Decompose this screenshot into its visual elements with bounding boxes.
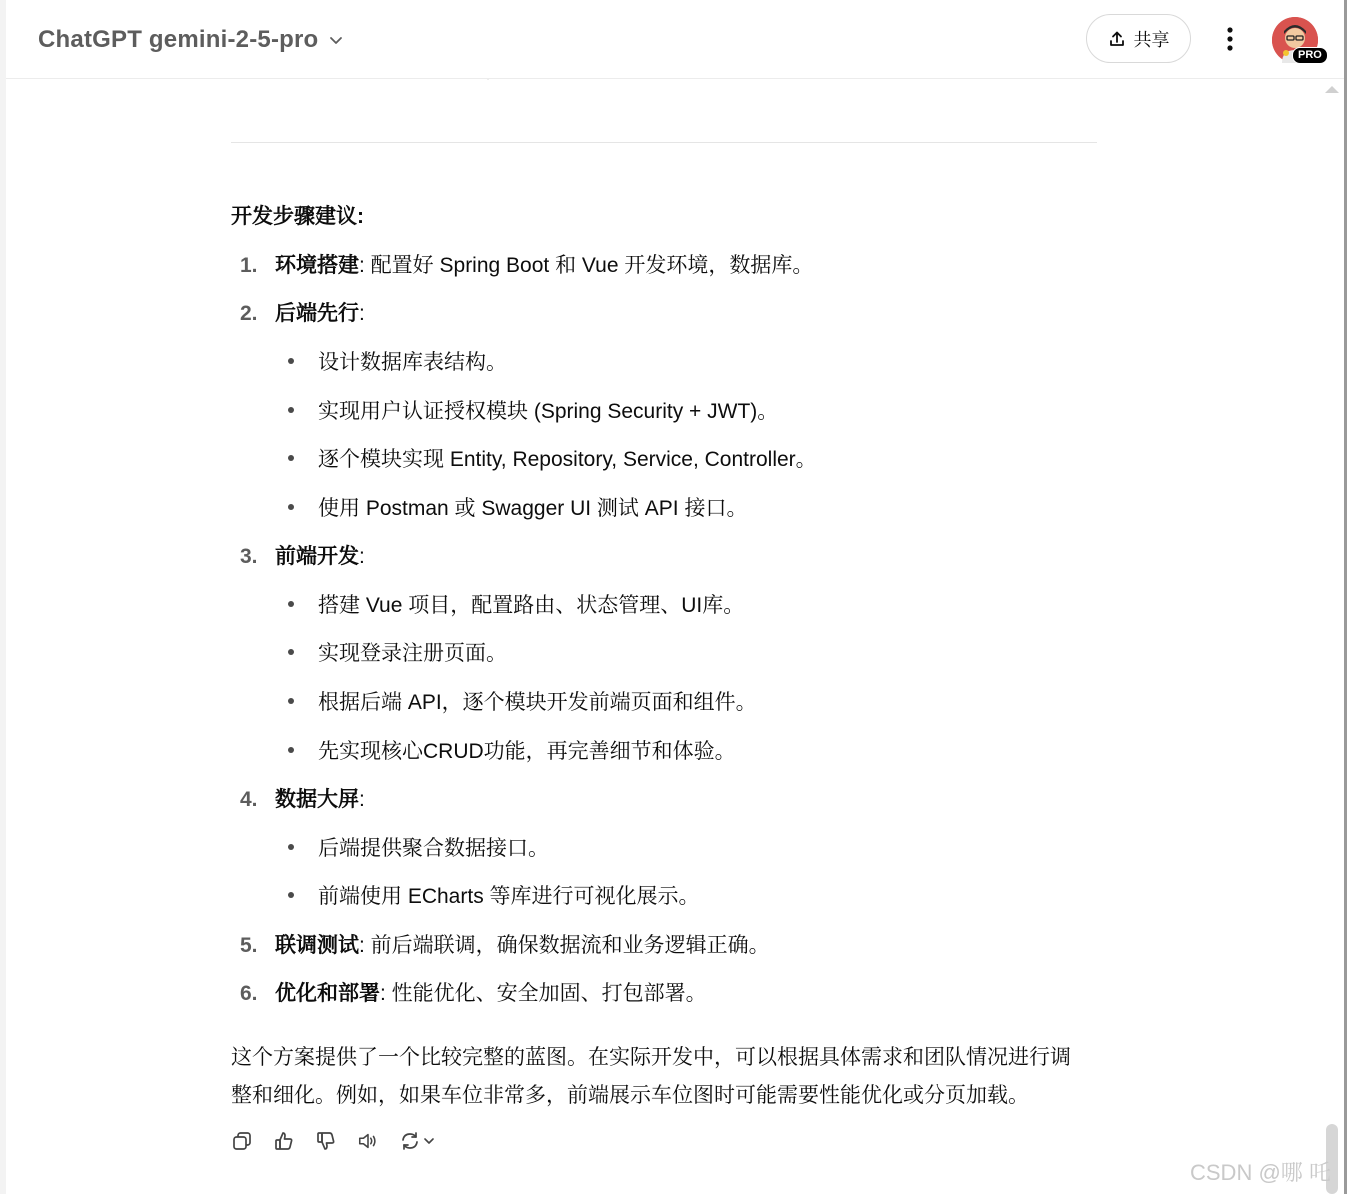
list-item — [288, 882, 700, 912]
step-text: : 配置好 Spring Boot 和 Vue 开发环境，数据库。 — [359, 254, 814, 277]
step-text: : 性能优化、安全加固、打包部署。 — [380, 982, 707, 1005]
list-item-text: 后端提供聚合数据接口。 — [318, 837, 549, 860]
bullet-dot — [288, 601, 294, 607]
message-actions — [231, 1126, 435, 1156]
watermark: CSDN @哪 吒 — [1190, 1160, 1331, 1185]
list-item-text: 设计数据库表结构。 — [318, 351, 507, 374]
thumbs-up-button[interactable] — [273, 1130, 295, 1152]
model-title: ChatGPT gemini-2-5-pro — [38, 26, 319, 53]
scroll-up-arrow[interactable] — [1325, 86, 1339, 93]
step-number: 6. — [240, 982, 258, 1005]
step-item-1 — [240, 251, 813, 281]
step-text: : — [359, 302, 365, 325]
step-number: 1. — [240, 254, 258, 277]
list-item-text: 搭建 Vue 项目，配置路由、状态管理、UI库。 — [318, 594, 745, 617]
step-number: 3. — [240, 545, 258, 568]
list-item — [288, 834, 549, 864]
bullet-dot — [288, 358, 294, 364]
dots-vertical-icon — [1227, 26, 1233, 52]
bullet-dot — [288, 649, 294, 655]
step-item-3 — [240, 542, 365, 572]
step-title: 数据大屏 — [275, 788, 359, 811]
step-title: 前端开发 — [275, 545, 359, 568]
window-frame-left — [0, 0, 6, 1194]
list-item-text: 先实现核心CRUD功能，再完善细节和体验。 — [318, 740, 736, 763]
speaker-icon — [357, 1130, 379, 1152]
regenerate-button[interactable] — [399, 1130, 435, 1152]
bullet-dot — [288, 698, 294, 704]
list-item — [288, 639, 507, 669]
chevron-down-icon — [328, 32, 344, 48]
step-text: : — [359, 545, 365, 568]
pro-badge: PRO — [1292, 47, 1328, 64]
thumbs-up-icon — [273, 1130, 295, 1152]
list-item — [288, 348, 507, 378]
section-divider — [231, 142, 1097, 143]
step-title: 环境搭建 — [275, 254, 359, 277]
avatar[interactable] — [1272, 17, 1322, 63]
copy-icon — [231, 1130, 253, 1152]
step-item-6 — [240, 979, 707, 1009]
list-item — [288, 591, 744, 621]
list-item-text: 前端使用 ECharts 等库进行可视化展示。 — [318, 885, 700, 908]
list-item-text: 使用 Postman 或 Swagger UI 测试 API 接口。 — [318, 497, 748, 520]
thumbs-down-button[interactable] — [315, 1130, 337, 1152]
step-title: 优化和部署 — [275, 982, 380, 1005]
summary-paragraph — [231, 1039, 1101, 1115]
copy-button[interactable] — [231, 1130, 253, 1152]
bullet-dot — [288, 747, 294, 753]
step-item-5 — [240, 931, 770, 961]
step-number: 5. — [240, 934, 258, 957]
list-item-text: 实现登录注册页面。 — [318, 642, 507, 665]
summary-line-1: 这个方案提供了一个比较完整的蓝图。在实际开发中，可以根据具体需求和团队情况进行调 — [231, 1046, 1071, 1069]
thumbs-down-icon — [315, 1130, 337, 1152]
step-item-2 — [240, 299, 365, 329]
step-text: : — [359, 788, 365, 811]
bullet-dot — [288, 844, 294, 850]
list-item-text: 根据后端 API，逐个模块开发前端页面和组件。 — [318, 691, 757, 714]
bullet-dot — [288, 504, 294, 510]
refresh-icon — [399, 1130, 421, 1152]
step-number: 2. — [240, 302, 258, 325]
list-item-text: 逐个模块实现 Entity, Repository, Service, Controller。 — [318, 448, 817, 471]
list-item — [288, 688, 757, 718]
upload-icon — [1108, 30, 1126, 48]
list-item — [288, 494, 747, 524]
step-item-4 — [240, 785, 365, 815]
bullet-dot — [288, 892, 294, 898]
read-aloud-button[interactable] — [357, 1130, 379, 1152]
steps-heading: 开发步骤建议: — [231, 205, 364, 228]
share-label: 共享 — [1133, 29, 1170, 50]
summary-line-2: 整和细化。例如，如果车位非常多，前端展示车位图时可能需要性能优化或分页加载。 — [231, 1084, 1029, 1107]
top-header — [6, 0, 1344, 79]
list-item — [288, 737, 736, 767]
list-item — [288, 445, 817, 475]
step-number: 4. — [240, 788, 258, 811]
more-options-button[interactable] — [1218, 22, 1242, 56]
step-title: 后端先行 — [275, 302, 359, 325]
bullet-dot — [288, 407, 294, 413]
model-switcher[interactable] — [38, 22, 344, 58]
list-item-text: 实现用户认证授权模块 (Spring Security + JWT)。 — [318, 400, 779, 423]
chevron-down-icon — [423, 1135, 435, 1147]
step-text: : 前后端联调，确保数据流和业务逻辑正确。 — [359, 934, 770, 957]
bullet-dot — [288, 455, 294, 461]
step-title: 联调测试 — [275, 934, 359, 957]
list-item — [288, 397, 778, 427]
share-button[interactable] — [1086, 14, 1191, 63]
